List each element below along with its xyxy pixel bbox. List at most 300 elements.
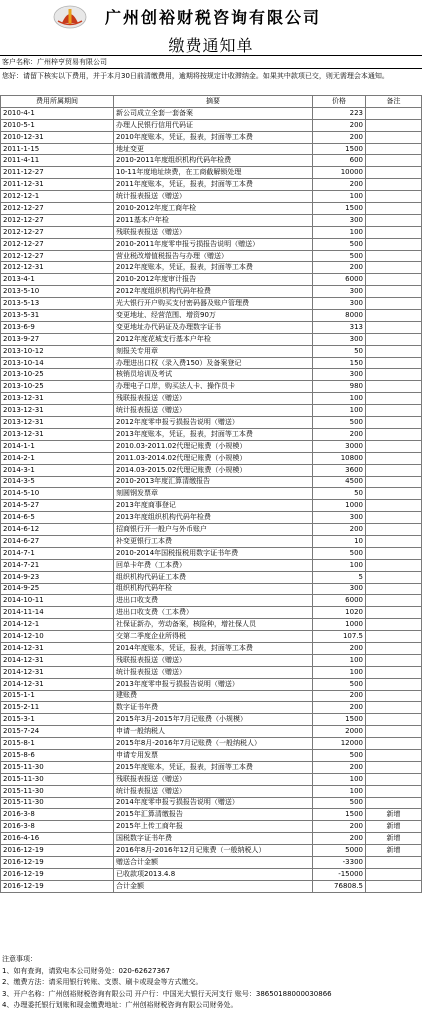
table-row bbox=[1, 559, 422, 571]
fee-note-cell bbox=[366, 369, 422, 381]
fee-price-cell: 10800 bbox=[313, 452, 366, 464]
fee-note-cell bbox=[366, 595, 422, 607]
fee-period-cell: 2010-12-31 bbox=[1, 131, 114, 143]
fee-price-cell: 4500 bbox=[313, 476, 366, 488]
fee-price-cell: 200 bbox=[313, 702, 366, 714]
fee-summary-cell: 2015年上传工商年报 bbox=[114, 821, 313, 833]
fee-period-cell: 2014-7-21 bbox=[1, 559, 114, 571]
fee-note-cell bbox=[366, 191, 422, 203]
fee-summary-cell: 2010-2011年度组织机构代码年检费 bbox=[114, 155, 313, 167]
fee-summary-cell: 已收款项2013.4.8 bbox=[114, 868, 313, 880]
fee-price-cell: 300 bbox=[313, 286, 366, 298]
fee-note-cell bbox=[366, 357, 422, 369]
table-row bbox=[1, 773, 422, 785]
fee-summary-cell: 2011年度账本，凭证，报表，封面等工本费 bbox=[114, 179, 313, 191]
fee-note-cell bbox=[366, 583, 422, 595]
fee-summary-cell: 刻圆钢发票章 bbox=[114, 488, 313, 500]
fee-note-cell: 新增 bbox=[366, 845, 422, 857]
table-row bbox=[1, 167, 422, 179]
fee-summary-cell: 2012年度花城支行基本户年检 bbox=[114, 333, 313, 345]
table-row bbox=[1, 785, 422, 797]
table-row bbox=[1, 524, 422, 536]
fee-summary-cell: 补变更银行工本费 bbox=[114, 535, 313, 547]
fee-price-cell: 10000 bbox=[313, 167, 366, 179]
footer-item: 4、办理委托银行划账和现金缴费地址：广州创裕财税咨询有限公司财务处。 bbox=[2, 1001, 238, 1009]
fee-period-cell: 2013-12-31 bbox=[1, 428, 114, 440]
table-row bbox=[1, 250, 422, 262]
fee-price-cell: 500 bbox=[313, 238, 366, 250]
fee-note-cell bbox=[366, 880, 422, 892]
fee-summary-cell: 2010-2011年度零申报亏损报告说明（赠送） bbox=[114, 238, 313, 250]
fee-note-cell bbox=[366, 512, 422, 524]
fee-note-cell bbox=[366, 179, 422, 191]
fee-price-cell: -3300 bbox=[313, 857, 366, 869]
fee-summary-cell: 残联报表报送（赠送） bbox=[114, 654, 313, 666]
fee-note-cell bbox=[366, 405, 422, 417]
fee-note-cell bbox=[366, 726, 422, 738]
fee-summary-cell: 光大银行开户购买支付密码器及账户管理费 bbox=[114, 298, 313, 310]
fee-period-cell: 2013-10-25 bbox=[1, 369, 114, 381]
fee-price-cell: 500 bbox=[313, 547, 366, 559]
fee-summary-cell: 2014年度零申报亏损报告说明（赠送） bbox=[114, 797, 313, 809]
fee-price-cell: 200 bbox=[313, 179, 366, 191]
fee-period-cell: 2014-12-31 bbox=[1, 666, 114, 678]
fee-summary-cell: 国税数字证书年费 bbox=[114, 833, 313, 845]
fee-price-cell: 223 bbox=[313, 107, 366, 119]
fee-period-cell: 2015-7-24 bbox=[1, 726, 114, 738]
fee-summary-cell: 10-11年度地址续费，在工商截解锁处理 bbox=[114, 167, 313, 179]
fee-period-cell: 2011-12-31 bbox=[1, 179, 114, 191]
fee-note-cell bbox=[366, 262, 422, 274]
fee-summary-cell: 2015年汇算清缴报告 bbox=[114, 809, 313, 821]
fee-note-cell bbox=[366, 452, 422, 464]
fee-summary-cell: 交第二季度企业所得税 bbox=[114, 631, 313, 643]
fee-price-cell: 100 bbox=[313, 666, 366, 678]
fee-price-cell: 1500 bbox=[313, 203, 366, 215]
fee-period-cell: 2012-12-27 bbox=[1, 226, 114, 238]
fee-note-cell bbox=[366, 500, 422, 512]
fee-period-cell: 2012-12-31 bbox=[1, 262, 114, 274]
table-row bbox=[1, 274, 422, 286]
fee-note-cell bbox=[366, 547, 422, 559]
fee-note-cell bbox=[366, 345, 422, 357]
fee-price-cell: 300 bbox=[313, 298, 366, 310]
fee-price-cell: 500 bbox=[313, 250, 366, 262]
fee-price-cell: 200 bbox=[313, 690, 366, 702]
fee-period-cell: 2015-11-30 bbox=[1, 761, 114, 773]
fee-note-cell bbox=[366, 274, 422, 286]
fee-price-cell: 200 bbox=[313, 833, 366, 845]
table-row bbox=[1, 749, 422, 761]
fee-price-cell: 200 bbox=[313, 642, 366, 654]
fee-price-cell: 200 bbox=[313, 821, 366, 833]
table-row bbox=[1, 262, 422, 274]
fee-period-cell: 2014-6-5 bbox=[1, 512, 114, 524]
fee-price-cell: -15000 bbox=[313, 868, 366, 880]
table-body bbox=[1, 107, 422, 892]
fee-summary-cell: 残联报表报送（赠送） bbox=[114, 226, 313, 238]
fee-period-cell: 2014-12-31 bbox=[1, 642, 114, 654]
fee-summary-cell: 2015年8月-2016年7月记账费（一般纳税人） bbox=[114, 738, 313, 750]
fee-period-cell: 2013-4-1 bbox=[1, 274, 114, 286]
fee-note-cell bbox=[366, 738, 422, 750]
table-row bbox=[1, 857, 422, 869]
fee-period-cell: 2014-2-1 bbox=[1, 452, 114, 464]
table-row bbox=[1, 214, 422, 226]
fee-price-cell: 5 bbox=[313, 571, 366, 583]
fee-summary-cell: 2011.03-2014.02代理记账费（小规模） bbox=[114, 452, 313, 464]
fee-note-cell bbox=[366, 203, 422, 215]
fee-summary-cell: 统计报表报送（赠送） bbox=[114, 785, 313, 797]
table-row bbox=[1, 452, 422, 464]
fee-price-cell: 6000 bbox=[313, 595, 366, 607]
table-row bbox=[1, 488, 422, 500]
fee-period-cell: 2014-9-23 bbox=[1, 571, 114, 583]
footer-item: 3、开户名称：广州创裕财税咨询有限公司 开户行：中国光大银行天河支行 账号：38650188000030866 bbox=[2, 989, 332, 998]
table-row bbox=[1, 619, 422, 631]
fee-note-cell: 新增 bbox=[366, 809, 422, 821]
fee-period-cell: 2014-7-1 bbox=[1, 547, 114, 559]
column-header: 备注 bbox=[366, 96, 422, 108]
table-row bbox=[1, 191, 422, 203]
fee-summary-cell: 新公司成立全套一套备案 bbox=[114, 107, 313, 119]
column-header: 价格 bbox=[313, 96, 366, 108]
table-row bbox=[1, 107, 422, 119]
fee-note-cell bbox=[366, 571, 422, 583]
fee-summary-cell: 合计金额 bbox=[114, 880, 313, 892]
table-row bbox=[1, 226, 422, 238]
fee-period-cell: 2012-12-1 bbox=[1, 191, 114, 203]
fee-summary-cell: 统计报表报送（赠送） bbox=[114, 405, 313, 417]
fee-period-cell: 2014-12-31 bbox=[1, 654, 114, 666]
fee-note-cell bbox=[366, 310, 422, 322]
fee-period-cell: 2013-10-14 bbox=[1, 357, 114, 369]
page-title: 缴费通知单 bbox=[168, 36, 254, 55]
table-row bbox=[1, 143, 422, 155]
fee-period-cell: 2011-12-27 bbox=[1, 167, 114, 179]
fee-note-cell bbox=[366, 238, 422, 250]
fee-summary-cell: 2011基本户年检 bbox=[114, 214, 313, 226]
fee-period-cell: 2014-11-14 bbox=[1, 607, 114, 619]
fee-summary-cell: 申请专用发票 bbox=[114, 749, 313, 761]
fee-price-cell: 300 bbox=[313, 369, 366, 381]
fee-price-cell: 300 bbox=[313, 333, 366, 345]
fee-period-cell: 2016-12-19 bbox=[1, 857, 114, 869]
fee-period-cell: 2015-11-30 bbox=[1, 797, 114, 809]
fee-summary-cell: 2014年度账本，凭证，报表，封面等工本费 bbox=[114, 642, 313, 654]
fee-summary-cell: 2010-2012年度工商年检 bbox=[114, 203, 313, 215]
fee-summary-cell: 办理进出口权（录入费150）及备案登记 bbox=[114, 357, 313, 369]
fee-period-cell: 2012-12-27 bbox=[1, 238, 114, 250]
fee-note-cell bbox=[366, 286, 422, 298]
table-row bbox=[1, 393, 422, 405]
fee-price-cell: 1500 bbox=[313, 143, 366, 155]
table-row bbox=[1, 607, 422, 619]
fee-note-cell bbox=[366, 226, 422, 238]
fee-summary-cell: 2012年度账本，凭证，报表，封面等工本费 bbox=[114, 262, 313, 274]
fee-note-cell bbox=[366, 250, 422, 262]
fee-note-cell bbox=[366, 607, 422, 619]
table-row bbox=[1, 535, 422, 547]
fee-period-cell: 2014-1-1 bbox=[1, 440, 114, 452]
fee-price-cell: 50 bbox=[313, 345, 366, 357]
fee-summary-cell: 2016年8月-2016年12月记账费（一般纳税人） bbox=[114, 845, 313, 857]
fee-summary-cell: 回单卡年费（工本费） bbox=[114, 559, 313, 571]
fee-price-cell: 200 bbox=[313, 428, 366, 440]
fee-price-cell: 100 bbox=[313, 654, 366, 666]
fee-period-cell: 2014-5-27 bbox=[1, 500, 114, 512]
fee-period-cell: 2014-5-10 bbox=[1, 488, 114, 500]
fee-summary-cell: 2012年度组织机构代码年检费 bbox=[114, 286, 313, 298]
table-row bbox=[1, 381, 422, 393]
table-row bbox=[1, 500, 422, 512]
fee-note-cell bbox=[366, 619, 422, 631]
fee-price-cell: 200 bbox=[313, 761, 366, 773]
fee-summary-cell: 2010-2014年国税报税用数字证书年费 bbox=[114, 547, 313, 559]
fee-price-cell: 150 bbox=[313, 357, 366, 369]
fee-period-cell: 2015-11-30 bbox=[1, 785, 114, 797]
table-row bbox=[1, 809, 422, 821]
fee-price-cell: 12000 bbox=[313, 738, 366, 750]
table-row bbox=[1, 464, 422, 476]
fee-note-cell bbox=[366, 107, 422, 119]
fee-period-cell: 2015-2-11 bbox=[1, 702, 114, 714]
fee-price-cell: 100 bbox=[313, 773, 366, 785]
table-row bbox=[1, 547, 422, 559]
fee-price-cell: 3000 bbox=[313, 440, 366, 452]
column-header: 费用所属期间 bbox=[1, 96, 114, 108]
fee-note-cell bbox=[366, 476, 422, 488]
fee-note-cell bbox=[366, 464, 422, 476]
fee-summary-cell: 2015年度账本，凭证，报表，封面等工本费 bbox=[114, 761, 313, 773]
company-logo-icon bbox=[53, 3, 87, 29]
fee-summary-cell: 残联报表报送（赠送） bbox=[114, 773, 313, 785]
fee-note-cell bbox=[366, 559, 422, 571]
fee-note-cell bbox=[366, 631, 422, 643]
fee-period-cell: 2014-9-25 bbox=[1, 583, 114, 595]
table-row bbox=[1, 298, 422, 310]
fee-note-cell bbox=[366, 321, 422, 333]
table-row bbox=[1, 726, 422, 738]
notice-text: 您好：请留下核实以下费用，并于本月30日前清缴费用，逾期将按规定计收滞纳金。如果其中款项已交，则无需理会本通知。 bbox=[2, 72, 389, 80]
fee-note-cell bbox=[366, 155, 422, 167]
table-row bbox=[1, 571, 422, 583]
fee-price-cell: 100 bbox=[313, 191, 366, 203]
table-row bbox=[1, 310, 422, 322]
fee-summary-cell: 进出口收支费（工本费） bbox=[114, 607, 313, 619]
fee-note-cell bbox=[366, 666, 422, 678]
fee-price-cell: 980 bbox=[313, 381, 366, 393]
fee-summary-cell: 社保证新办，劳动备案，核险种，增社保人员 bbox=[114, 619, 313, 631]
fee-price-cell: 300 bbox=[313, 583, 366, 595]
fee-price-cell: 1020 bbox=[313, 607, 366, 619]
fee-summary-cell: 招商银行开一般户与外币账户 bbox=[114, 524, 313, 536]
fee-period-cell: 2013-5-10 bbox=[1, 286, 114, 298]
fee-period-cell: 2013-12-31 bbox=[1, 405, 114, 417]
fee-note-cell bbox=[366, 761, 422, 773]
fee-price-cell: 10 bbox=[313, 535, 366, 547]
fee-period-cell: 2014-6-27 bbox=[1, 535, 114, 547]
fee-price-cell: 200 bbox=[313, 524, 366, 536]
fee-period-cell: 2015-11-30 bbox=[1, 773, 114, 785]
fee-summary-cell: 组织机构代码证工本费 bbox=[114, 571, 313, 583]
fee-note-cell bbox=[366, 119, 422, 131]
table-row bbox=[1, 868, 422, 880]
fee-note-cell: 新增 bbox=[366, 821, 422, 833]
fee-price-cell: 500 bbox=[313, 749, 366, 761]
table-row bbox=[1, 761, 422, 773]
fee-summary-cell: 2010-2013年度汇算清缴报告 bbox=[114, 476, 313, 488]
fee-period-cell: 2011-4-11 bbox=[1, 155, 114, 167]
fee-table bbox=[0, 95, 422, 893]
fee-price-cell: 500 bbox=[313, 797, 366, 809]
table-row bbox=[1, 476, 422, 488]
table-row bbox=[1, 797, 422, 809]
fee-summary-cell: 2013年度账本，凭证，报表，封面等工本费 bbox=[114, 428, 313, 440]
fee-price-cell: 107.5 bbox=[313, 631, 366, 643]
fee-summary-cell: 2010年度账本，凭证，报表，封面等工本费 bbox=[114, 131, 313, 143]
table-row bbox=[1, 714, 422, 726]
fee-summary-cell: 残联报表报送（赠送） bbox=[114, 393, 313, 405]
fee-summary-cell: 办理电子口岸，购买法人卡、操作员卡 bbox=[114, 381, 313, 393]
fee-note-cell bbox=[366, 333, 422, 345]
fee-note-cell bbox=[366, 524, 422, 536]
table-row bbox=[1, 203, 422, 215]
fee-price-cell: 200 bbox=[313, 119, 366, 131]
fee-period-cell: 2011-1-15 bbox=[1, 143, 114, 155]
fee-period-cell: 2015-1-1 bbox=[1, 690, 114, 702]
fee-period-cell: 2013-10-25 bbox=[1, 381, 114, 393]
table-row bbox=[1, 428, 422, 440]
fee-note-cell bbox=[366, 702, 422, 714]
table-row bbox=[1, 595, 422, 607]
fee-note-cell bbox=[366, 773, 422, 785]
table-row bbox=[1, 666, 422, 678]
fee-period-cell: 2016-3-8 bbox=[1, 809, 114, 821]
footer-item: 1、如有查询，请致电本公司财务处：020-62627367 bbox=[2, 966, 170, 975]
fee-note-cell bbox=[366, 785, 422, 797]
table-row bbox=[1, 678, 422, 690]
fee-price-cell: 1000 bbox=[313, 500, 366, 512]
table-row bbox=[1, 738, 422, 750]
fee-note-cell bbox=[366, 298, 422, 310]
fee-note-cell bbox=[366, 417, 422, 429]
fee-price-cell: 1000 bbox=[313, 619, 366, 631]
fee-period-cell: 2013-6-9 bbox=[1, 321, 114, 333]
table-row bbox=[1, 583, 422, 595]
fee-price-cell: 76808.5 bbox=[313, 880, 366, 892]
table-row bbox=[1, 880, 422, 892]
footer-title: 注意事项： bbox=[2, 955, 37, 963]
fee-period-cell: 2014-12-31 bbox=[1, 678, 114, 690]
fee-summary-cell: 2015年3月-2015年7月记账费（小规模） bbox=[114, 714, 313, 726]
letterhead bbox=[0, 0, 422, 56]
fee-price-cell: 100 bbox=[313, 559, 366, 571]
table-row bbox=[1, 345, 422, 357]
fee-summary-cell: 建账费 bbox=[114, 690, 313, 702]
fee-price-cell: 50 bbox=[313, 488, 366, 500]
fee-summary-cell: 刻报关专用章 bbox=[114, 345, 313, 357]
fee-note-cell bbox=[366, 642, 422, 654]
divider bbox=[0, 55, 422, 56]
fee-note-cell bbox=[366, 131, 422, 143]
table-row bbox=[1, 821, 422, 833]
fee-summary-cell: 变更地址办代码证及办理数字证书 bbox=[114, 321, 313, 333]
table-row bbox=[1, 131, 422, 143]
fee-price-cell: 2000 bbox=[313, 726, 366, 738]
table-row bbox=[1, 690, 422, 702]
fee-period-cell: 2016-4-16 bbox=[1, 833, 114, 845]
fee-period-cell: 2014-12-10 bbox=[1, 631, 114, 643]
fee-period-cell: 2013-5-31 bbox=[1, 310, 114, 322]
fee-summary-cell: 2014.03-2015.02代理记账费（小规模） bbox=[114, 464, 313, 476]
fee-summary-cell: 核销员培训及考试 bbox=[114, 369, 313, 381]
fee-price-cell: 100 bbox=[313, 785, 366, 797]
table-row bbox=[1, 631, 422, 643]
fee-period-cell: 2014-6-12 bbox=[1, 524, 114, 536]
fee-price-cell: 1500 bbox=[313, 809, 366, 821]
fee-summary-cell: 地址变更 bbox=[114, 143, 313, 155]
fee-price-cell: 500 bbox=[313, 678, 366, 690]
fee-summary-cell: 变更地址、经营范围、增资90万 bbox=[114, 310, 313, 322]
fee-price-cell: 100 bbox=[313, 405, 366, 417]
fee-note-cell bbox=[366, 857, 422, 869]
fee-period-cell: 2015-8-6 bbox=[1, 749, 114, 761]
fee-note-cell bbox=[366, 428, 422, 440]
fee-period-cell: 2013-10-12 bbox=[1, 345, 114, 357]
fee-note-cell bbox=[366, 214, 422, 226]
fee-period-cell: 2016-12-19 bbox=[1, 845, 114, 857]
fee-note-cell bbox=[366, 654, 422, 666]
table-header-row bbox=[1, 96, 422, 108]
table-row bbox=[1, 119, 422, 131]
fee-period-cell: 2013-12-31 bbox=[1, 393, 114, 405]
fee-price-cell: 8000 bbox=[313, 310, 366, 322]
table-row bbox=[1, 417, 422, 429]
fee-note-cell bbox=[366, 749, 422, 761]
fee-price-cell: 200 bbox=[313, 131, 366, 143]
divider bbox=[0, 68, 422, 69]
footer-notes bbox=[2, 954, 332, 1012]
table-row bbox=[1, 357, 422, 369]
fee-summary-cell: 统计报表报送（赠送） bbox=[114, 666, 313, 678]
table-row bbox=[1, 405, 422, 417]
fee-price-cell: 3600 bbox=[313, 464, 366, 476]
table-row bbox=[1, 512, 422, 524]
fee-summary-cell: 2013年度组织机构代码年检费 bbox=[114, 512, 313, 524]
fee-summary-cell: 营业税改增值税报告与办理（赠送） bbox=[114, 250, 313, 262]
fee-summary-cell: 2013年度商事登记 bbox=[114, 500, 313, 512]
table-row bbox=[1, 286, 422, 298]
fee-summary-cell: 统计报表报送（赠送） bbox=[114, 191, 313, 203]
column-header: 摘要 bbox=[114, 96, 313, 108]
table-row bbox=[1, 642, 422, 654]
fee-note-cell bbox=[366, 393, 422, 405]
table-row bbox=[1, 440, 422, 452]
customer-name: 客户名称：广州梓亨贸易有限公司 bbox=[2, 58, 107, 66]
fee-period-cell: 2010-4-1 bbox=[1, 107, 114, 119]
fee-period-cell: 2014-3-1 bbox=[1, 464, 114, 476]
fee-period-cell: 2015-3-1 bbox=[1, 714, 114, 726]
fee-period-cell: 2016-12-19 bbox=[1, 880, 114, 892]
fee-note-cell bbox=[366, 488, 422, 500]
fee-summary-cell: 2010-2012年度审计报告 bbox=[114, 274, 313, 286]
fee-price-cell: 100 bbox=[313, 226, 366, 238]
fee-period-cell: 2014-10-11 bbox=[1, 595, 114, 607]
fee-price-cell: 100 bbox=[313, 393, 366, 405]
fee-note-cell bbox=[366, 167, 422, 179]
fee-summary-cell: 申请一般纳税人 bbox=[114, 726, 313, 738]
